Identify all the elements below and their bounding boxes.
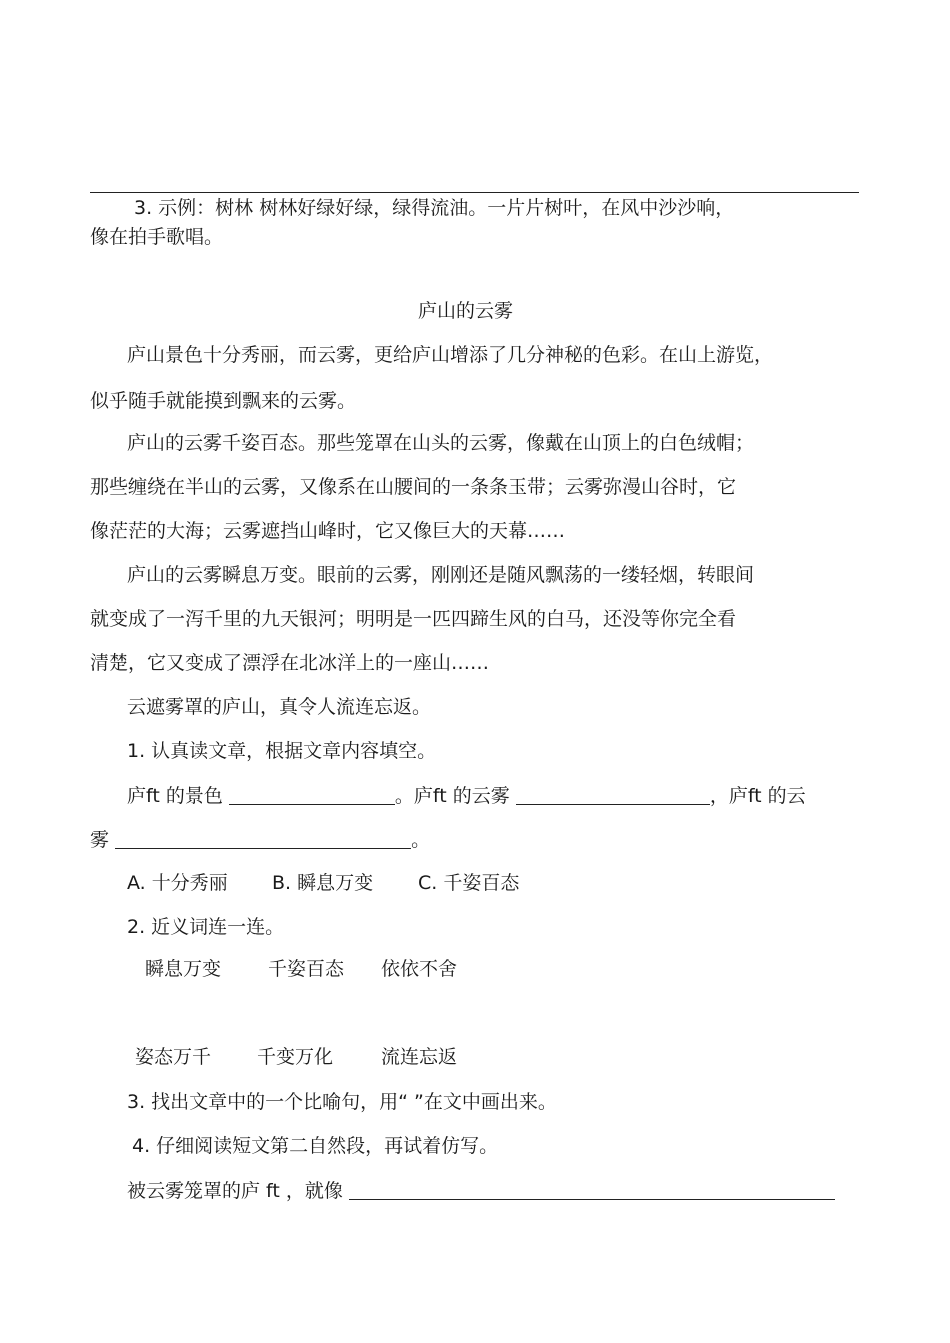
paragraph-3-line-3: 清楚，它又变成了漂浮在北冰洋上的一座山……	[90, 652, 490, 674]
question-1-option-b: B. 瞬息万变	[272, 872, 374, 894]
answer-blank-1[interactable]	[229, 786, 395, 805]
paragraph-4: 云遮雾罩的庐山，真令人流连忘返。	[127, 696, 432, 718]
synonym-bottom-2[interactable]: 千变万化	[257, 1046, 334, 1068]
question-1-option-c: C. 千姿百态	[418, 872, 520, 894]
paragraph-2-line-2: 那些缠绕在半山的云雾，又像系在山腰间的一条条玉带；云雾弥漫山谷时，它	[90, 476, 737, 498]
paragraph-1-line-1: 庐山景色十分秀丽，而云雾，更给庐山增添了几分神秘的色彩。在山上游览，	[127, 344, 774, 366]
example-answer-line-1: 3. 示例：树林 树林好绿好绿，绿得流油。一片片树叶，在风中沙沙响，	[134, 197, 735, 219]
question-2-prompt: 2. 近义词连一连。	[127, 916, 285, 938]
paragraph-2-line-3: 像茫茫的大海；云雾遮挡山峰时，它又像巨大的天幕……	[90, 520, 566, 542]
question-4-fill-line	[127, 1181, 835, 1201]
question-1-fill-line-2	[90, 830, 430, 850]
header-divider	[90, 192, 859, 193]
synonym-top-1[interactable]: 瞬息万变	[145, 958, 222, 980]
synonym-bottom-3[interactable]: 流连忘返	[381, 1046, 458, 1068]
synonym-bottom-1[interactable]: 姿态万千	[135, 1046, 212, 1068]
fill-label-scenery: 庐ft 的景色	[127, 785, 223, 807]
fill-end-period: 。	[411, 829, 431, 851]
answer-blank-2[interactable]	[516, 786, 710, 805]
question-3-prompt: 3. 找出文章中的一个比喻句，用“ ”在文中画出来。	[127, 1091, 557, 1113]
fill-label-clouds-2: ，庐ft 的云	[709, 785, 806, 807]
question-1-option-a: A. 十分秀丽	[127, 872, 228, 894]
imitation-prefix: 被云雾笼罩的庐 ft ，就像	[127, 1180, 343, 1202]
question-1-fill-line	[127, 786, 806, 806]
imitation-answer-blank[interactable]	[349, 1181, 835, 1200]
question-1-prompt: 1. 认真读文章，根据文章内容填空。	[127, 740, 437, 762]
example-answer-line-2: 像在拍手歌唱。	[90, 226, 224, 248]
synonym-top-2[interactable]: 千姿百态	[268, 958, 345, 980]
synonym-top-3[interactable]: 依依不舍	[381, 958, 458, 980]
question-4-prompt: 4. 仔细阅读短文第二自然段，再试着仿写。	[132, 1135, 499, 1157]
paragraph-1-line-2: 似乎随手就能摸到飘来的云雾。	[90, 390, 357, 412]
paragraph-3-line-1: 庐山的云雾瞬息万变。眼前的云雾，刚刚还是随风飘荡的一缕轻烟，转眼间	[127, 564, 755, 586]
paragraph-3-line-2: 就变成了一泻千里的九天银河；明明是一匹四蹄生风的白马，还没等你完全看	[90, 608, 737, 630]
paragraph-2-line-1: 庐山的云雾千姿百态。那些笼罩在山头的云雾，像戴在山顶上的白色绒帽；	[127, 432, 755, 454]
fill-label-fog: 雾	[90, 829, 110, 851]
fill-label-clouds: 。庐ft 的云雾	[394, 785, 510, 807]
passage-title: 庐山的云雾	[418, 300, 514, 322]
answer-blank-3[interactable]	[115, 830, 411, 849]
